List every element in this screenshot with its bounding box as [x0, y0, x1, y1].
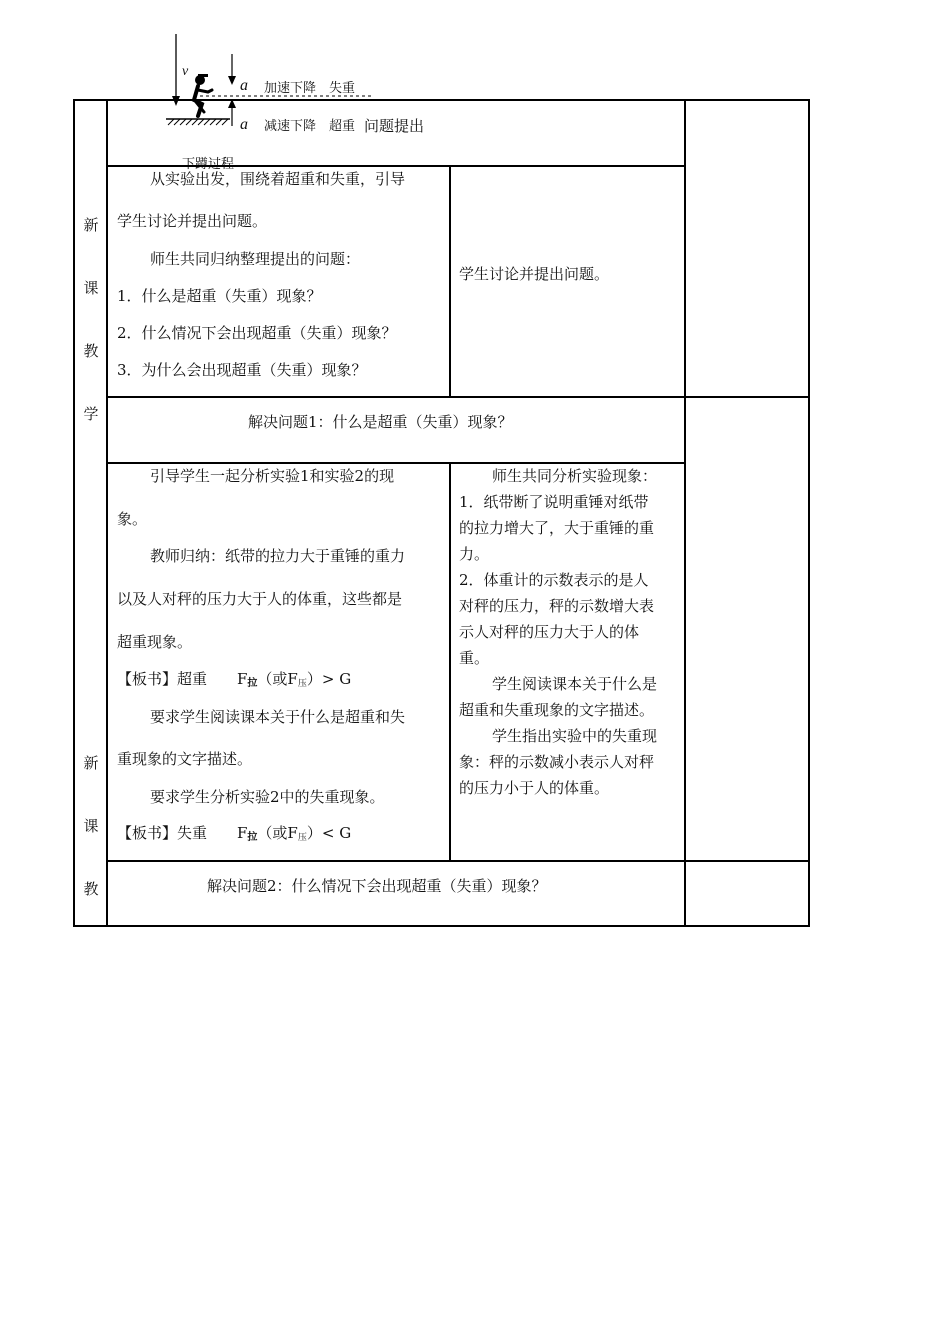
- accelerating-down-caption: 加速下降 失重: [264, 81, 356, 96]
- paragraph-line: 对秤的压力，秤的示数增大表: [459, 597, 655, 615]
- velocity-label: v: [182, 64, 189, 79]
- paragraph-line: 从实验出发，围绕着超重和失重，引导: [150, 170, 406, 188]
- row1-right-cell: 学生讨论并提出问题。: [459, 265, 610, 283]
- paragraph-line: 超重现象。: [117, 633, 193, 651]
- side-char: 新: [83, 754, 99, 772]
- paragraph-line: 师生共同分析实验现象：: [492, 467, 658, 485]
- section-header-question-1: 解决问题1：什么是超重（失重）现象？: [248, 413, 513, 431]
- question-item: 2．什么情况下会出现超重（失重）现象？: [117, 324, 397, 342]
- paragraph-line: 2．体重计的示数表示的是人: [459, 571, 649, 589]
- side-char: 教: [83, 880, 99, 898]
- paragraph-line: 学生讨论并提出问题。: [117, 212, 268, 230]
- acceleration-label-bottom: a: [240, 116, 248, 133]
- section-header-problem: 问题提出: [364, 117, 425, 135]
- paragraph-line: 重。: [459, 649, 490, 667]
- paragraph-line: 重现象的文字描述。: [117, 750, 253, 768]
- paragraph-line: 师生共同归纳整理提出的问题：: [150, 250, 361, 268]
- board-note-overweight: 【板书】超重 F拉（或$F_压)> G$: [117, 670, 352, 689]
- paragraph-line: 力。: [459, 545, 490, 563]
- decelerating-down-caption: 减速下降 超重: [264, 119, 356, 134]
- paragraph-line: 的压力小于人的体重。: [459, 779, 610, 797]
- section-header-question-2: 解决问题2：什么情况下会出现超重（失重）现象？: [207, 877, 547, 895]
- paragraph-line: 超重和失重现象的文字描述。: [459, 701, 655, 719]
- paragraph-line: 1．纸带断了说明重锤对纸带: [459, 493, 649, 511]
- side-char: 课: [83, 279, 99, 297]
- paragraph-line: 学生阅读课本关于什么是: [492, 675, 658, 693]
- side-char: 课: [83, 817, 99, 835]
- question-item: 3．为什么会出现超重（失重）现象？: [117, 361, 367, 379]
- paragraph-line: 学生指出实验中的失重现: [492, 727, 658, 745]
- paragraph-line: 要求学生阅读课本关于什么是超重和失: [150, 708, 406, 726]
- acceleration-label-top: a: [240, 77, 248, 94]
- board-note-weightless: 【板书】失重 F拉（或$F_压)< G$: [117, 824, 352, 843]
- side-char: 新: [83, 216, 99, 234]
- paragraph-line: 教师归纳：纸带的拉力大于重锤的重力: [150, 547, 406, 565]
- paragraph-line: 示人对秤的压力大于人的体: [459, 623, 640, 641]
- paragraph-line: 以及人对秤的压力大于人的体重，这些都是: [117, 590, 403, 608]
- paragraph-line: 象。: [117, 510, 148, 528]
- paragraph-line: 引导学生一起分析实验1和实验2的现: [150, 467, 395, 485]
- side-char: 教: [83, 342, 99, 360]
- paragraph-line: 象：秤的示数减小表示人对秤: [459, 753, 655, 771]
- paragraph-line: 要求学生分析实验2中的失重现象。: [150, 788, 385, 806]
- paragraph-line: 的拉力增大了，大于重锤的重: [459, 519, 655, 537]
- question-item: 1．什么是超重（失重）现象？: [117, 287, 322, 305]
- side-char: 学: [83, 405, 99, 423]
